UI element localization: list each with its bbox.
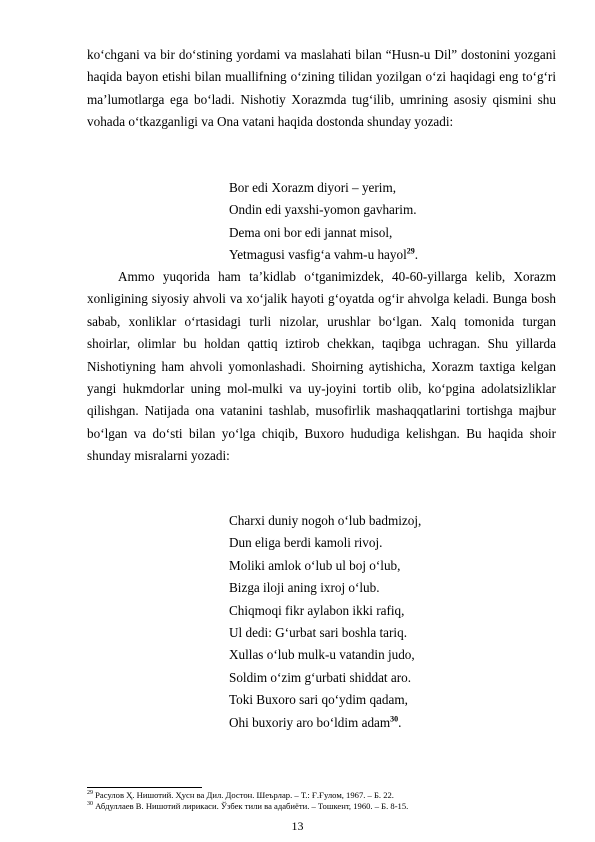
footnote-number: 29 (87, 790, 93, 797)
verse-line-with-ref: Ohi buxoriy aro bo‘ldim adam$^{30}$. (229, 714, 402, 730)
verse-line: Ul dedi: G‘urbat sari boshla tariq. (229, 625, 407, 641)
verse-line: Soldim o‘zim g‘urbati shiddat aro. (229, 669, 412, 685)
verse-line: Dun eliga berdi kamoli rivoj. (229, 535, 383, 551)
footnotes (87, 790, 557, 812)
page-number: 13 (291, 819, 304, 833)
verse-line: Ondin edi yaxshi-yomon gavharim. (229, 202, 417, 218)
verse-line: Yetmagusi vasfig‘a vahm-u hayol (229, 247, 407, 263)
body-paragraph-1: ko‘chgani va bir do‘stining yordami va maslahati bilan “Husn-u Dil” dostonini yozgani haqida bayon etishi bilan muallifning o‘zining tilidan yozilgan o‘zi haqidagi eng to‘g‘ri ma’lumotlarga ega bo‘ladi. Nishotiy Xorazmda tug‘ilib, umrining asosiy qismini shu vohada o‘tkazganligi va Ona vatani haqida dostonda shunday yozadi: (87, 47, 556, 130)
footnote-text: Абдуллаев В. Нишотий лирикаси. Ўзбек тили ва адабиёти. – Тошкент, 1960. – Б. 8-15. (95, 801, 409, 811)
footnote (87, 801, 557, 812)
verse-line: Ohi buxoriy aro bo‘ldim adam (229, 714, 391, 730)
verse-line: Bor edi Xorazm diyori – yerim, (229, 180, 397, 195)
verse-line: Chiqmoqi fikr aylabon ikki rafiq, (229, 602, 405, 618)
verse-line-with-ref: Yetmagusi vasfig‘a vahm-u hayol$^{29}$. (229, 246, 419, 263)
verse-line: Xullas o‘lub mulk-u vatandin judo, (229, 647, 415, 663)
verse-line: Bizga iloji aning ixroj o‘lub. (229, 580, 380, 596)
body-paragraph-2: Ammo yuqorida ham ta’kidlab o‘tganimizdek, 40-60-yillarga kelib, Xorazm xonligining siyosiy ahvoli va xo‘jalik hayoti g‘oyatda og‘ir ahvolga keladi. Bunga bosh sabab, xonliklar o‘rtasidagi turli nizolar, urushlar bo‘lgan. Xalq tomonida turgan shoirlar, olimlar bu holdan qattiq iztirob chekkan, taqibga uchragan. Shu yillarda Nishotiyning ham ahvoli yomonlashadi. Shoirning aytishicha, Xorazm taxtiga kelgan yangi hukmdorlar uning mol-mulki va uy-joyini tortib olib, ko‘pgina adolatsizliklar qilishgan. Natijada ona vatanini tashlab, musofirlik mashaqqatlarini tortishga majbur bo‘lgan va do‘sti bilan yo‘lga chiqib, Buxoro hududiga kelishgan. Bu haqida shoir shunday misralarni yozadi: (87, 269, 556, 464)
verse-line: Toki Buxoro sari qo‘ydim qadam, (229, 692, 408, 708)
verse-line: Moliki amlok o‘lub ul boj o‘lub, (229, 557, 401, 573)
footnote-ref: 29 (406, 246, 415, 256)
verse-line: Charxi duniy nogoh o‘lub badmizoj, (229, 513, 422, 528)
footnote-divider (87, 787, 202, 788)
footnote-text: Расулов Ҳ. Нишотий. Ҳусн ва Дил. Достон. Шеърлар. – Т.: Ғ.Ғулом, 1967. – Б. 22. (95, 790, 394, 800)
verse-block-2 (229, 510, 421, 734)
footnote-number: 30 (87, 801, 93, 808)
footnote (87, 790, 557, 801)
footnote-ref: 30 (390, 714, 399, 724)
verse-line: Dema oni bor edi jannat misol, (229, 224, 393, 240)
verse-block-1 (229, 177, 418, 267)
